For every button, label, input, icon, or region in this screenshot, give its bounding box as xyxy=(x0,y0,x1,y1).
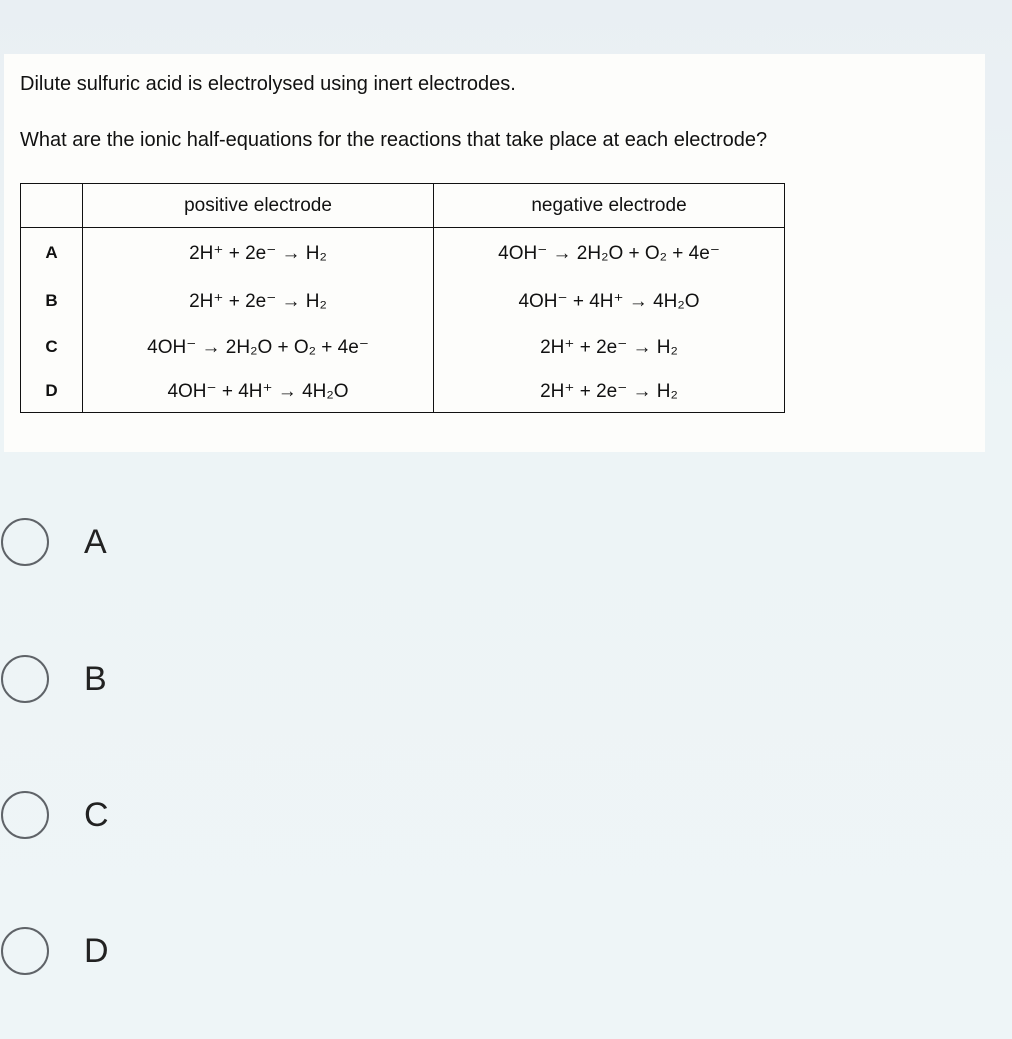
question-stem-line1: Dilute sulfuric acid is electrolysed using inert electrodes. xyxy=(20,73,516,95)
table-row xyxy=(21,278,785,324)
negative-electrode-equation: 4OH⁻ + 4H⁺ → 4H₂O xyxy=(434,278,785,324)
option-label: D xyxy=(84,932,109,970)
negative-electrode-equation: 2H⁺ + 2e⁻ → H₂ xyxy=(434,324,785,370)
table-row xyxy=(21,370,785,413)
table-header-negative: negative electrode xyxy=(434,184,785,228)
table-row xyxy=(21,324,785,370)
radio-circle-icon[interactable] xyxy=(1,655,49,703)
radio-circle-icon[interactable] xyxy=(1,927,49,975)
positive-electrode-equation: 4OH⁻ + 4H⁺ → 4H₂O xyxy=(83,370,434,413)
row-key: A xyxy=(21,228,83,279)
negative-electrode-equation: 4OH⁻ → 2H₂O + O₂ + 4e⁻ xyxy=(434,228,785,279)
negative-electrode-equation: 2H⁺ + 2e⁻ → H₂ xyxy=(434,370,785,413)
positive-electrode-equation: 2H⁺ + 2e⁻ → H₂ xyxy=(83,228,434,279)
question-stem-line2: What are the ionic half-equations for the reactions that take place at each electrode? xyxy=(20,129,768,151)
option-b[interactable] xyxy=(0,654,300,710)
option-label: C xyxy=(84,796,109,834)
table-header-blank xyxy=(21,184,83,228)
table-row xyxy=(21,228,785,279)
row-key: B xyxy=(21,278,83,324)
row-key: C xyxy=(21,324,83,370)
option-label: A xyxy=(84,523,107,561)
option-c[interactable] xyxy=(0,790,300,846)
option-d[interactable] xyxy=(0,926,300,982)
table-header-positive: positive electrode xyxy=(83,184,434,228)
radio-circle-icon[interactable] xyxy=(1,518,49,566)
option-a[interactable] xyxy=(0,517,300,573)
positive-electrode-equation: 2H⁺ + 2e⁻ → H₂ xyxy=(83,278,434,324)
electrode-equations-table xyxy=(20,183,785,413)
option-label: B xyxy=(84,660,107,698)
positive-electrode-equation: 4OH⁻ → 2H₂O + O₂ + 4e⁻ xyxy=(83,324,434,370)
row-key: D xyxy=(21,370,83,413)
radio-circle-icon[interactable] xyxy=(1,791,49,839)
